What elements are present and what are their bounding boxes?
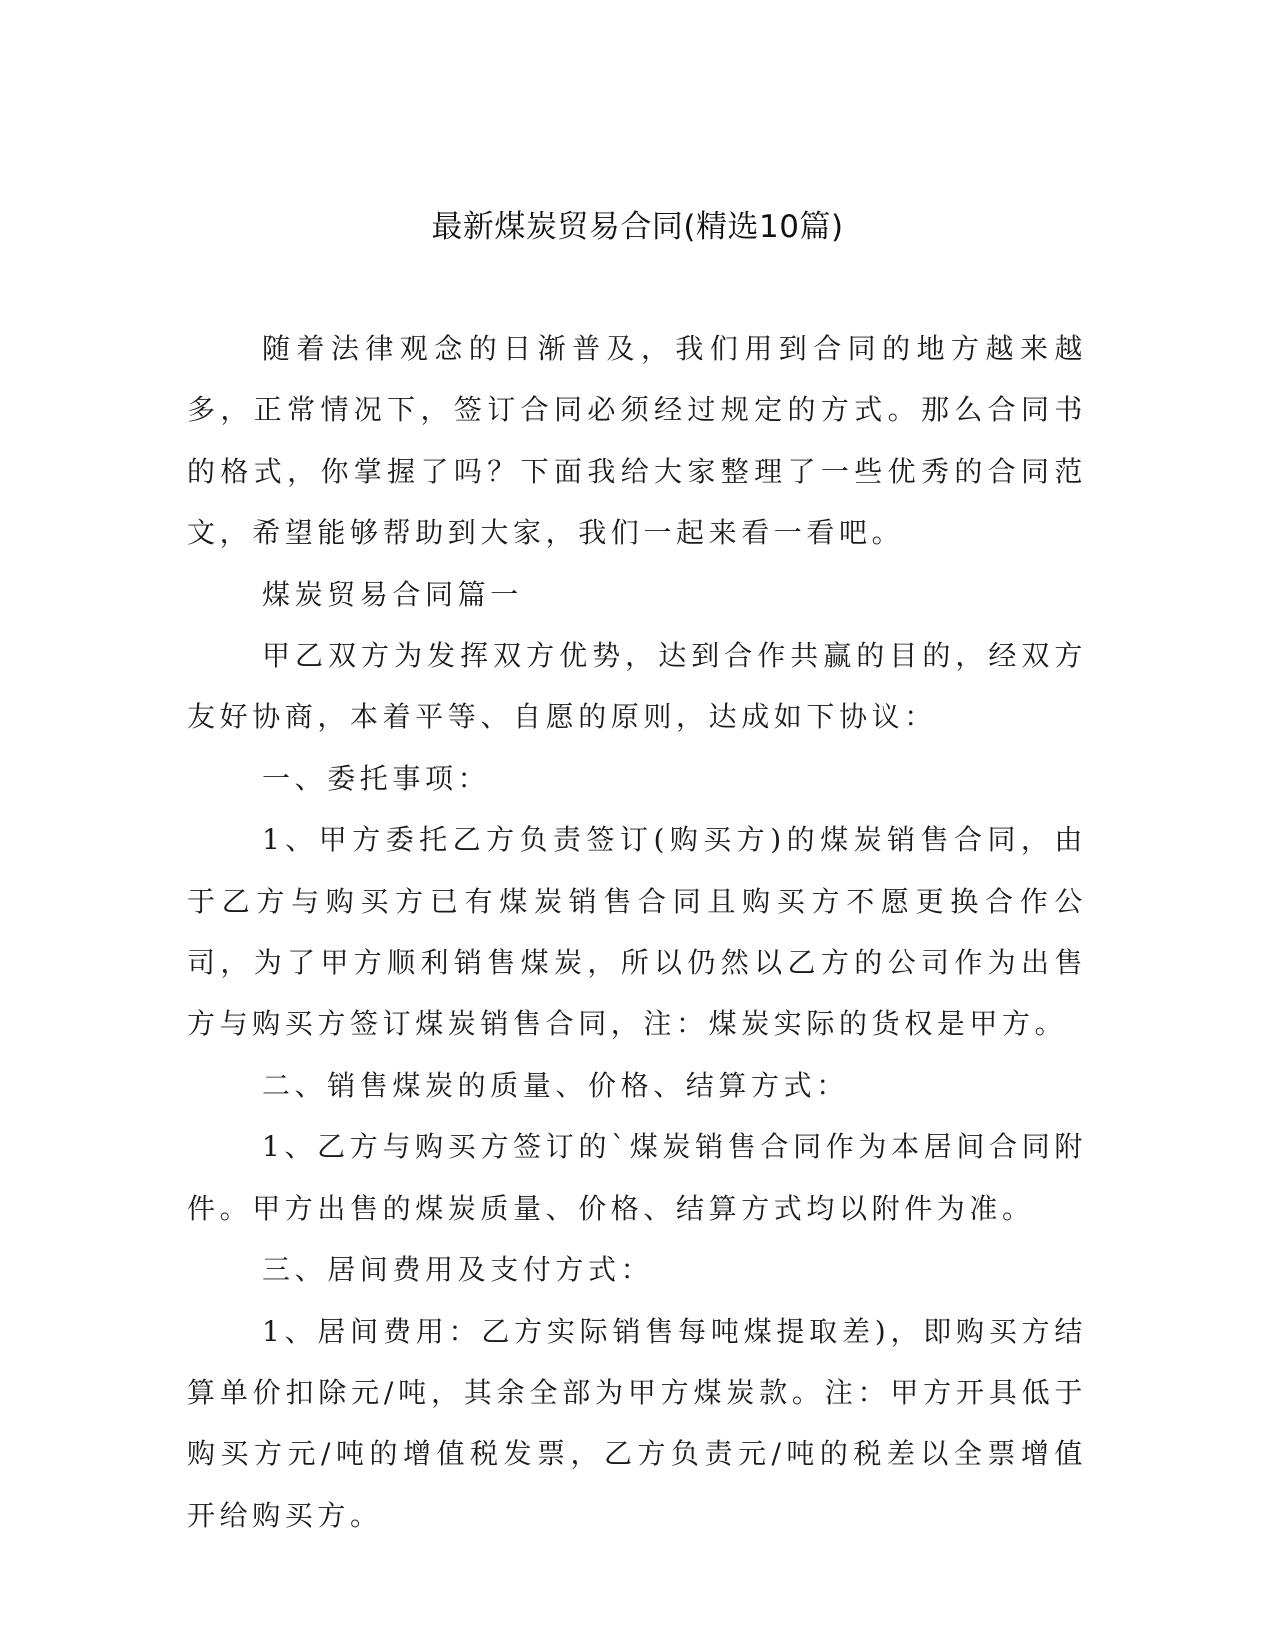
document-title: 最新煤炭贸易合同(精选10篇) bbox=[431, 209, 844, 245]
clause-heading: 一、委托事项： bbox=[262, 761, 491, 795]
clause-item: 1、乙方与购买方签订的`煤炭销售合同作为本居间合同附件。甲方出售的煤炭质量、价格、结算方式均以附件为准。 bbox=[187, 1130, 1087, 1225]
clause-heading: 三、居间费用及支付方式： bbox=[262, 1253, 654, 1287]
document-body bbox=[187, 318, 1087, 1546]
section-heading: 煤炭贸易合同篇一 bbox=[262, 577, 523, 611]
clause-heading: 二、销售煤炭的质量、价格、结算方式： bbox=[262, 1068, 849, 1102]
clause-item: 1、居间费用：乙方实际销售每吨煤提取差)，即购买方结算单价扣除元/吨，其余全部为甲方煤炭款。注：甲方开具低于购买方元/吨的增值税发票，乙方负责元/吨的税差以全票增值开给购买方。 bbox=[187, 1314, 1087, 1532]
intro-paragraph: 随着法律观念的日渐普及，我们用到合同的地方越来越多，正常情况下，签订合同必须经过规定的方式。那么合同书的格式，你掌握了吗？下面我给大家整理了一些优秀的合同范文，希望能够帮助到大家，我们一起来看一看吧。 bbox=[187, 332, 1087, 550]
agreement-preamble: 甲乙双方为发挥双方优势，达到合作共赢的目的，经双方友好协商，本着平等、自愿的原则，达成如下协议： bbox=[187, 639, 1087, 734]
clause-item: 1、甲方委托乙方负责签订(购买方)的煤炭销售合同，由于乙方与购买方已有煤炭销售合同且购买方不愿更换合作公司，为了甲方顺利销售煤炭，所以仍然以乙方的公司作为出售方与购买方签订煤炭销售合同，注：煤炭实际的货权是甲方。 bbox=[187, 823, 1087, 1041]
